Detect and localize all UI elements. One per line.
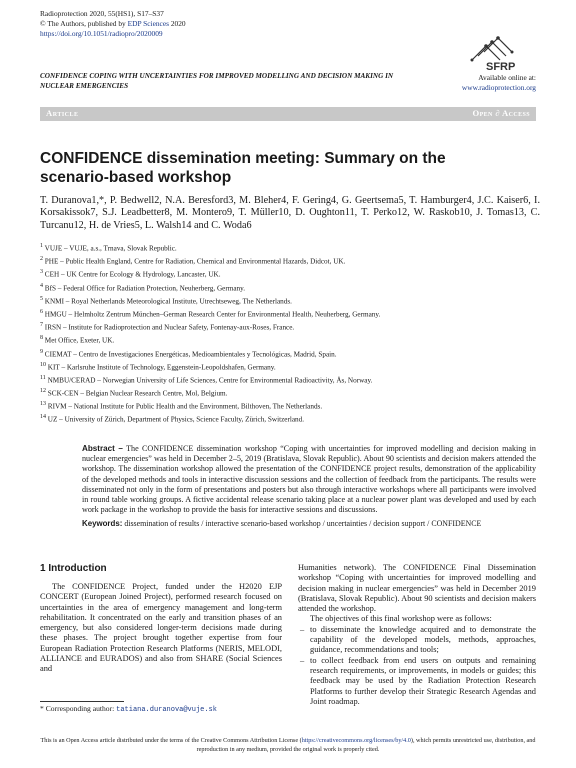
available-online [430, 73, 536, 92]
affiliation-text: HMGU – Helmholtz Zentrum München–German Research Center for Environmental Health, Neuherberg, Germany. [44, 310, 381, 319]
abstract-label: Abstract – [82, 444, 123, 453]
affiliation-text: BfS – Federal Office for Radiation Protection, Neuherberg, Germany. [44, 283, 246, 292]
footnote-divider [40, 701, 124, 702]
affiliation-item [40, 386, 540, 399]
affiliation-item [40, 281, 540, 294]
doi-link[interactable]: https://doi.org/10.1051/radiopro/2020009 [40, 29, 163, 39]
affiliation-item [40, 412, 540, 425]
affiliation-number: 12 [40, 388, 46, 395]
affiliation-item [40, 373, 540, 386]
affiliation-item [40, 399, 540, 412]
body-column-right [298, 563, 536, 707]
affiliation-text: UZ – University of Zürich, Department of Physics, Science Faculty, Zürich, Switzerland. [47, 415, 305, 424]
section-heading-introduction: 1 Introduction [40, 563, 107, 574]
keywords-label: Keywords: [82, 519, 123, 528]
affiliation-number: 10 [40, 361, 46, 368]
affiliation-text: CEH – UK Centre for Ecology & Hydrology, Lancaster, UK. [44, 270, 221, 279]
affiliation-number: 2 [40, 256, 43, 263]
affiliation-number: 14 [40, 414, 46, 421]
sfrp-logo [452, 30, 542, 72]
affiliation-number: 5 [40, 295, 43, 302]
affiliation-text: SCK-CEN – Belgian Nuclear Research Centre, Mol, Belgium. [47, 389, 228, 398]
affiliation-item [40, 241, 540, 254]
paper-title: CONFIDENCE dissemination meeting: Summary on the scenario-based workshop [40, 150, 446, 186]
affiliation-item [40, 360, 540, 373]
affiliation-item [40, 333, 540, 346]
affiliation-number: 6 [40, 308, 43, 315]
affiliation-text: NMBU/CERAD – Norwegian University of Life Sciences, Centre for Environmental Radioactivity, Ås, Norway. [47, 376, 373, 385]
affiliation-item [40, 320, 540, 333]
affiliation-text: IRSN – Institute for Radioprotection and Nuclear Safety, Fontenay-aux-Roses, France. [44, 323, 295, 332]
corresponding-author-footnote: * Corresponding author: tatiana.duranova@vuje.sk [40, 704, 217, 714]
sfrp-logo-icon [452, 30, 542, 72]
author-list: T. Duranova1,*, P. Bedwell2, N.A. Beresford3, M. Bleher4, F. Gering4, G. Geertsema5, T. Hamburger4, J.C. Kaiser6, I. Korsakissok7, S.J. Leadbetter8, M. Montero9, T. Müller10, D. Oughton11, T. Perko12, W. Raskob10, J. Tomas13, C. Turcanu12, H. de Vries5, L. Walsh14 and C. Woda6 [40, 195, 540, 231]
affiliation-text: KNMI – Royal Netherlands Meteorological Institute, Utrechtseweg, The Netherlands. [44, 297, 292, 306]
keywords-text: dissemination of results / interactive scenario-based workshop / uncertainties / decision support / CONFIDENCE [124, 519, 482, 528]
affiliation-item [40, 254, 540, 267]
affiliation-text: VUJE – VUJE, a.s., Trnava, Slovak Republic. [44, 244, 177, 253]
abstract [82, 444, 536, 515]
intro-paragraph: The CONFIDENCE Project, funded under the H2020 EJP CONCERT (European Joined Project), performed research focused on uncertainties in the area of emergency management and long-term rehabilitation. It concentrated on the early and transition phases of an emergency, but also considered longer-term decisions made during these phases. The project brought together expertise from four European Radiation Protection Research Platforms (NERIS, MELODI, ALLIANCE and EURADOS) and also from SHARE (Social Sciences and [40, 582, 282, 674]
affiliation-number: 13 [40, 401, 46, 408]
list-item: – to disseminate the knowledge acquired and to demonstrate the capability of the developed models, methods, approaches, guidance, recommendations and tools; [298, 625, 536, 656]
article-type-bar [40, 107, 536, 121]
affiliation-item [40, 267, 540, 280]
special-issue-title: CONFIDENCE COPING WITH UNCERTAINTIES FOR IMPROVED MODELLING AND DECISION MAKING IN NUCLEAR EMERGENCIES [40, 72, 394, 90]
email-link[interactable]: tatiana.duranova@vuje.sk [116, 706, 217, 714]
affiliation-text: RIVM – National Institute for Public Health and the Environment, Bilthoven, The Netherlands. [47, 402, 323, 411]
affiliation-item [40, 307, 540, 320]
available-label: Available online at: [478, 73, 536, 82]
journal-url-link[interactable]: www.radioprotection.org [461, 82, 536, 92]
abstract-text: The CONFIDENCE dissemination workshop “Coping with uncertainties for improved modelling and decision making in nuclear emergencies” was held in December 2–5, 2019 (Bratislava, Slovak Republic). About 90 scientists and decision makers attended the workshop. The dissemination workshop allowed the presentation of the CONFIDENCE project results, demonstration of the applicability of the developed methods and tools in interactive discussion sessions and the collection of feedback from the participants. The results were disseminated not only in the form of presentations and posters but also through interactive workshops where all participants were involved in round table working groups. A fictive accidental release scenario taking place at a nuclear power plant was developed and used by each work package in the workshop to provide the basis for interactive sessions and discussions. [82, 444, 536, 515]
affiliation-text: KIT – Karlsruhe Institute of Technology, Eggenstein-Leopoldshafen, Germany. [47, 363, 276, 372]
keywords [82, 519, 536, 529]
affiliation-text: Met Office, Exeter, UK. [44, 336, 115, 345]
citation: Radioprotection 2020, 55(HS1), S17–S37 [40, 9, 164, 18]
affiliation-number: 1 [40, 243, 43, 249]
logo-text: SFRP [486, 61, 516, 72]
affiliation-item [40, 294, 540, 307]
intro-paragraph-continued: Humanities network). The CONFIDENCE Final Dissemination workshop “Coping with uncertainties for improved modelling and decision making in nuclear emergencies” was held in December 2019 (Bratislava, Slovak Republic). About 90 scientists and decision makers attended the workshop. [298, 563, 536, 614]
article-header-meta [40, 9, 186, 40]
affiliation-number: 9 [40, 348, 43, 355]
license-notice: This is an Open Access article distributed under the terms of the Creative Commons Attribution License (https://creativecommons.org/licenses/by/4.0), which permits unrestricted use, distribution, and reproduction in any medium, provided the original work is properly cited. [40, 737, 536, 753]
affiliation-number: 3 [40, 269, 43, 276]
copyright: © The Authors, published by EDP Sciences 2020 [40, 19, 186, 29]
affiliation-number: 11 [40, 374, 46, 381]
body-column-left [40, 582, 282, 675]
publisher-link[interactable]: EDP Sciences [127, 19, 169, 29]
article-type-label: Article [46, 108, 79, 118]
affiliation-item [40, 347, 540, 360]
objectives-intro: The objectives of this final workshop were as follows: [310, 614, 492, 624]
affiliation-number: 7 [40, 322, 43, 329]
affiliation-text: CIEMAT – Centro de Investigaciones Energéticas, Medioambientales y Tecnológicas, Madrid, Spain. [44, 349, 337, 358]
affiliation-text: PHE – Public Health England, Centre for Radiation, Chemical and Environmental Hazards, Didcot, UK. [44, 257, 346, 266]
license-link[interactable]: https://creativecommons.org/licenses/by/4.0 [301, 737, 411, 744]
objectives-list [298, 625, 536, 707]
open-access-label: Open ∂ Access [472, 108, 530, 118]
list-item: – to collect feedback from end users on outputs and remaining research requirements, or improvements, in models or guides; this feedback may be used by the Radiation Protection Research Platforms to further develop their Strategic Research Agendas and Joint roadmap. [298, 656, 536, 707]
affiliation-number: 8 [40, 335, 43, 342]
affiliation-number: 4 [40, 282, 43, 289]
affiliation-list [40, 241, 540, 426]
